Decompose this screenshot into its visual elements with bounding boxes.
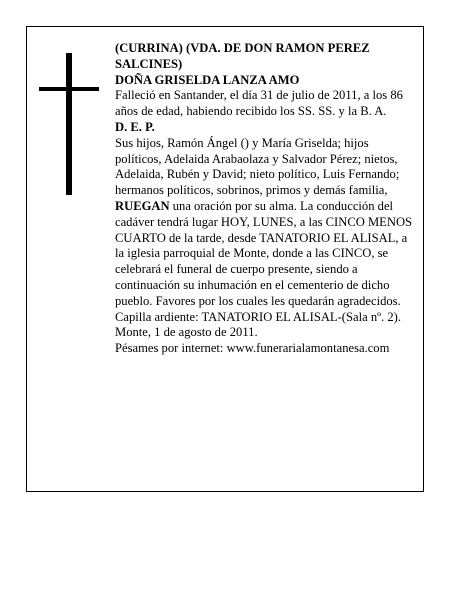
request-text: una oración por su alma. La conducción del cadáver tendrá lugar HOY, LUNES, a las CINCO MENOS CUARTO de la tarde, desde TANATORIO EL ALISAL, a la iglesia parroquial de Monte, donde a las CINCO, se celebrará el funeral de cuerpo presente, siendo a continuación su inhumación en el cementerio de dicho pueblo. Favores por los cuales les quedarán agradecidos. xyxy=(115,198,413,308)
obituary-notice xyxy=(26,26,424,492)
condolences-info: Pésames por internet: www.funerarialamontanesa.com xyxy=(115,341,390,356)
chapel-info: Capilla ardiente: TANATORIO EL ALISAL-(Sala nº. 2). xyxy=(115,309,401,324)
deceased-name: DOÑA GRISELDA LANZA AMO xyxy=(115,72,300,87)
death-details: Falleció en Santander, el día 31 de julio de 2011, a los 86 años de edad, habiendo recibido los SS. SS. y la B. A. xyxy=(115,88,403,119)
cross-icon xyxy=(66,53,72,195)
request-paragraph xyxy=(115,199,417,310)
family-list: Sus hijos, Ramón Ángel () y María Griselda; hijos políticos, Adelaida Arabaolaza y Salvador Pérez; nietos, Adelaida, Rubén y David; nieto político, Luis Fernando; hermanos políticos, sobrinos, primos y demás familia, xyxy=(115,135,400,198)
cross-icon-bar xyxy=(39,87,99,91)
place-date: Monte, 1 de agosto de 2011. xyxy=(115,325,258,340)
rip-line: D. E. P. xyxy=(115,119,155,134)
request-lead: RUEGAN xyxy=(115,198,170,213)
obituary-text xyxy=(115,41,417,357)
deceased-nickname: (CURRINA) (VDA. DE DON RAMON PEREZ SALCINES) xyxy=(115,41,370,71)
